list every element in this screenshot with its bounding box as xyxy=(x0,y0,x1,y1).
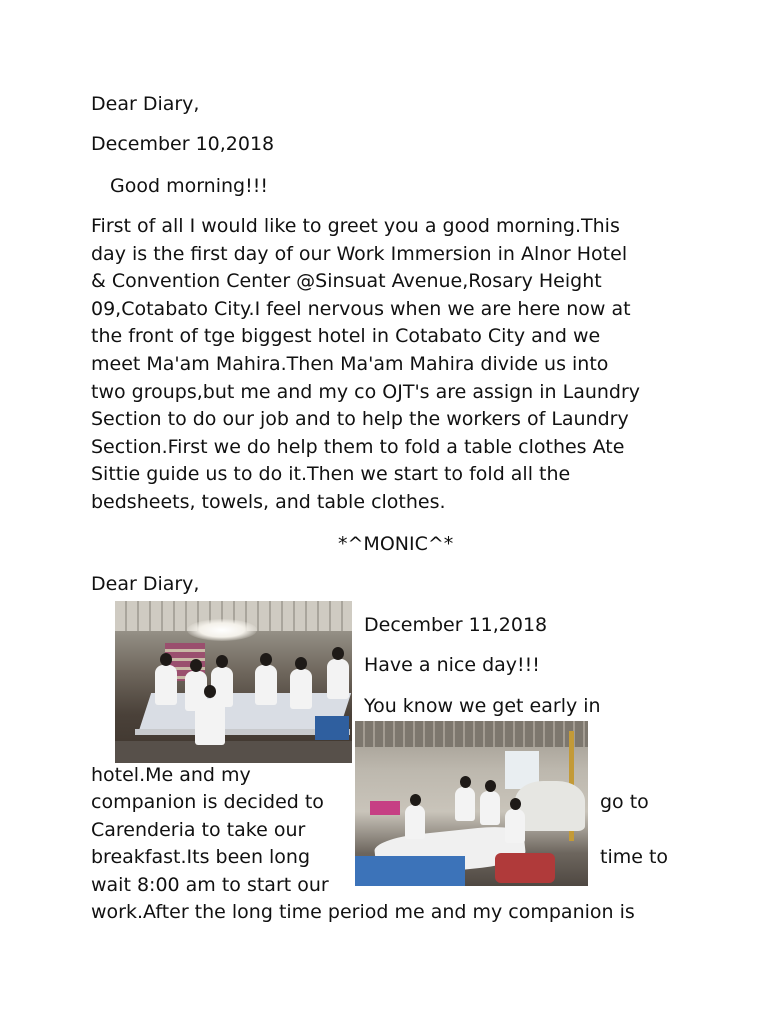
entry2-salutation: Dear Diary, xyxy=(91,573,200,595)
body-line: Section to do our job and to help the workers of Laundry xyxy=(91,408,629,430)
body-line: First of all I would like to greet you a good morning.This xyxy=(91,215,620,237)
body-line: bedsheets, towels, and table clothes. xyxy=(91,491,446,513)
signature: *^MONIC^* xyxy=(338,533,454,555)
body-line: 09,Cotabato City.I feel nervous when we are here now at xyxy=(91,298,631,320)
entry2-date: December 11,2018 xyxy=(364,614,548,636)
workers-folding-photo xyxy=(355,721,588,886)
left-line: companion is decided to xyxy=(91,791,324,813)
left-line: hotel.Me and my xyxy=(91,764,251,786)
right-line: go to xyxy=(600,791,649,813)
entry2-last-line: work.After the long time period me and my companion is xyxy=(91,901,635,923)
body-line: meet Ma'am Mahira.Then Ma'am Mahira divide us into xyxy=(91,353,609,375)
body-line: two groups,but me and my co OJT's are assign in Laundry xyxy=(91,381,641,403)
laundry-room-photo xyxy=(115,601,352,763)
left-line: wait 8:00 am to start our xyxy=(91,874,329,896)
left-line: breakfast.Its been long xyxy=(91,846,311,868)
entry1-salutation: Dear Diary, xyxy=(91,93,200,115)
entry1-greeting: Good morning!!! xyxy=(110,175,268,197)
right-line: time to xyxy=(600,846,669,868)
entry2-greeting: Have a nice day!!! xyxy=(364,654,540,676)
body-line: & Convention Center @Sinsuat Avenue,Rosary Height xyxy=(91,270,602,292)
body-line: the front of tge biggest hotel in Cotabato City and we xyxy=(91,325,601,347)
left-line: Carenderia to take our xyxy=(91,819,306,841)
body-line: day is the first day of our Work Immersion in Alnor Hotel xyxy=(91,243,628,265)
entry1-date: December 10,2018 xyxy=(91,133,275,155)
body-line: Section.First we do help them to fold a table clothes Ate xyxy=(91,436,625,458)
entry2-line1: You know we get early in xyxy=(364,695,601,717)
body-line: Sittie guide us to do it.Then we start to fold all the xyxy=(91,463,571,485)
